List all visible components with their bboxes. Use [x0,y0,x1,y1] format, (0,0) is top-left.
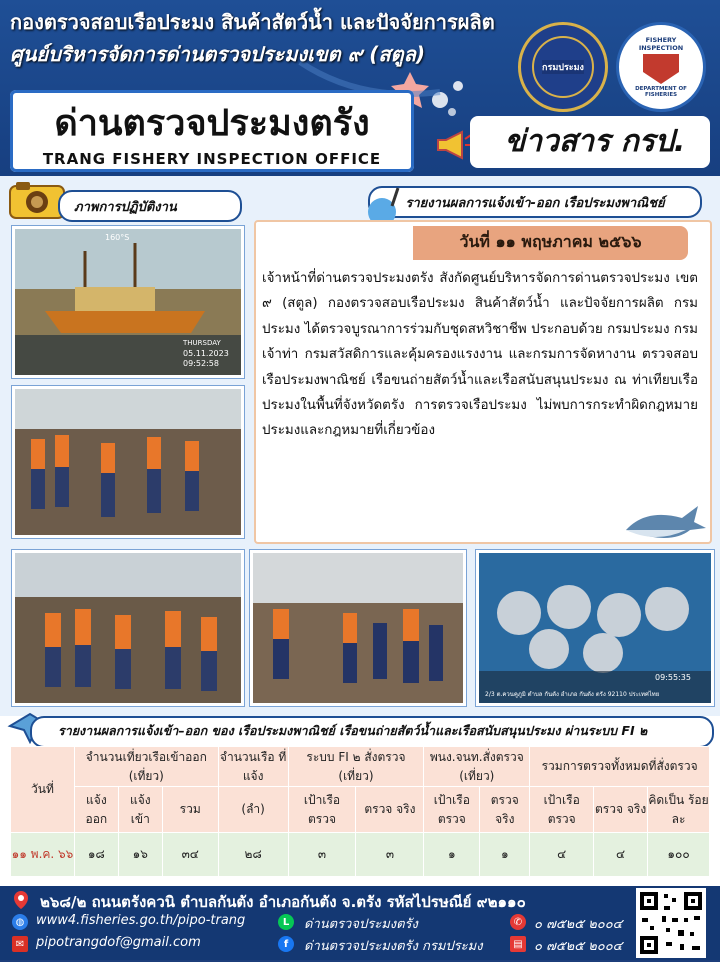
cell-percent: ๑๐๐ [648,833,710,877]
cell-fi2-actual: ๓ [356,833,424,877]
phone-icon: ✆ [510,914,526,930]
line-app-icon: L [278,914,294,930]
sub-in: แจ้ง เข้า [118,787,162,833]
sub-percent: คิดเป็น ร้อยละ [648,787,710,833]
office-title-english: TRANG FISHERY INSPECTION OFFICE [42,150,382,168]
location-pin-icon [12,890,30,910]
department-seal-logo [518,22,608,112]
globe-icon: ◍ [12,914,28,930]
inspection-photo-3 [12,550,244,706]
sub-unit: (ลำ) [218,787,288,833]
inspection-photo-1 [12,226,244,378]
sub-out: แจ้ง ออก [74,787,118,833]
header-date: วันที่ [11,747,75,833]
logo-top-text: FISHERY INSPECTION [638,36,684,52]
photo-5-caption: 2/3 ต.ควนคูภูมิ ตำบล กันตัง อำเภอ กันตัง ตรัง 92110 ประเทศไทย [485,691,660,698]
cell-fi2-target: ๓ [288,833,356,877]
header-line-1: กองตรวจสอบเรือประมง สินค้าสัตว์น้ำ และปัจจัยการผลิต [10,10,495,34]
footer-facebook[interactable]: ด่านตรวจประมงตรัง กรมประมง [304,939,483,954]
qr-code[interactable] [636,888,706,958]
report-section-tag: รายงานผลการแจ้งเข้า-ออก เรือประมงพาณิชย์ [368,186,702,218]
inspection-stats-table [10,746,710,877]
fishery-inspection-logo [616,22,706,112]
footer-website[interactable]: www4.fisheries.go.th/pipo-trang [36,913,246,928]
report-body-text: เจ้าหน้าที่ด่านตรวจประมงตรัง สังกัดศูนย์บริหารจัดการด่านตรวจประมง เขต ๙ (สตูล) กองตรวจสอบเรือประมง สินค้าสัตว์น้ำ และปัจจัยการผลิต กรมประมง ได้ตรวจบูรณาการร่วมกับชุดสหวิชาชีพ ประกอบด้วย กรมประมง กรมเจ้าท่า กรมสวัสดิการและคุ้มครองแรงงาน และกรมการจัดหางาน ตรวจสอบเรือประมงพาณิชย์ เรือขนถ่ายสัตว์น้ำและเรือสนับสนุนประมง ณ ท่าเทียบเรือประมงในพื้นที่จังหวัดตรัง การตรวจเรือประมง ไม่พบการกระทำผิดกฎหมายประมงและกฎหมายที่เกี่ยวข้อง [262,271,698,439]
inspection-photo-4 [250,550,466,706]
footer-address: ๒๖๘/๒ ถนนตรังควนิ ตำบลกันตัง อำเภอกันตัง จ.ตรัง รหัสไปรษณีย์ ๙๒๑๑๐ [40,893,526,911]
cell-out: ๑๘ [74,833,118,877]
sub-officer-actual: ตรวจ จริง [480,787,530,833]
cell-officer-target: ๑ [424,833,480,877]
seal-text: กรมประมง [542,60,584,74]
inspection-photo-5 [476,550,714,706]
footer-phone: ๐ ๗๕๒๕ ๒๐๐๔ [534,917,623,932]
header-trips: จำนวนเที่ยวเรือเข้าออก (เที่ยว) [74,747,218,787]
cell-officer-actual: ๑ [480,833,530,877]
fax-icon: ▤ [510,936,526,952]
sub-sum: รวม [162,787,218,833]
footer-line[interactable]: ด่านตรวจประมงตรัง [304,917,418,932]
photo-1-date: 05.11.2023 [183,349,229,358]
footer-email[interactable]: pipotrangdof@gmail.com [36,935,201,950]
photo-section-tag: ภาพการปฏิบัติงาน [58,190,242,222]
header-line-2: ศูนย์บริหารจัดการด่านตรวจประมงเขต ๙ (สตูล) [10,42,425,66]
news-label: ข่าวสาร กรป. [504,124,686,159]
photo-1-clock: 09:52:58 [183,359,219,368]
cell-total-actual: ๔ [594,833,648,877]
sub-total-actual: ตรวจ จริง [594,787,648,833]
whale-icon [620,500,708,546]
header-total: รวมการตรวจทั้งหมดที่สั่งตรวจ [530,747,710,787]
inspection-photo-2 [12,386,244,538]
sub-fi2-actual: ตรวจ จริง [356,787,424,833]
photo-5-clock: 09:55:35 [655,673,691,682]
row-date: ๑๑ พ.ค. ๖๖ [11,833,75,877]
cell-sum: ๓๔ [162,833,218,877]
shield-icon [643,54,679,84]
cell-total-target: ๔ [530,833,594,877]
sub-officer-target: เป้าเรือ ตรวจ [424,787,480,833]
table-title: รายงานผลการแจ้งเข้า–ออก ของ เรือประมงพาณิชย์ เรือขนถ่ายสัตว์น้ำและเรือสนับสนุนประมง ผ่านระบบ FI ๒ [58,723,648,738]
email-icon: ✉ [12,936,28,952]
header-officer: พนง.จนท.สั่งตรวจ (เที่ยว) [424,747,530,787]
logo-bottom-text: DEPARTMENT OF FISHERIES [635,86,687,98]
megaphone-icon [434,130,472,160]
table-row [11,833,710,877]
photo-1-stamp: 160°S [105,233,130,242]
cell-boats: ๒๘ [218,833,288,877]
report-date: วันที่ ๑๑ พฤษภาคม ๒๕๖๖ [459,232,642,251]
sub-total-target: เป้าเรือ ตรวจ [530,787,594,833]
header-fi2: ระบบ FI ๒ สั่งตรวจ (เที่ยว) [288,747,424,787]
office-title-thai: ด่านตรวจประมงตรัง [54,103,370,144]
photo-1-day: THURSDAY [183,339,221,347]
cell-in: ๑๖ [118,833,162,877]
sub-fi2-target: เป้าเรือ ตรวจ [288,787,356,833]
header-boats: จำนวนเรือ ที่แจ้ง [218,747,288,787]
footer-fax: ๐ ๗๕๒๕ ๒๐๐๔ [534,939,623,954]
facebook-icon: f [278,936,294,952]
